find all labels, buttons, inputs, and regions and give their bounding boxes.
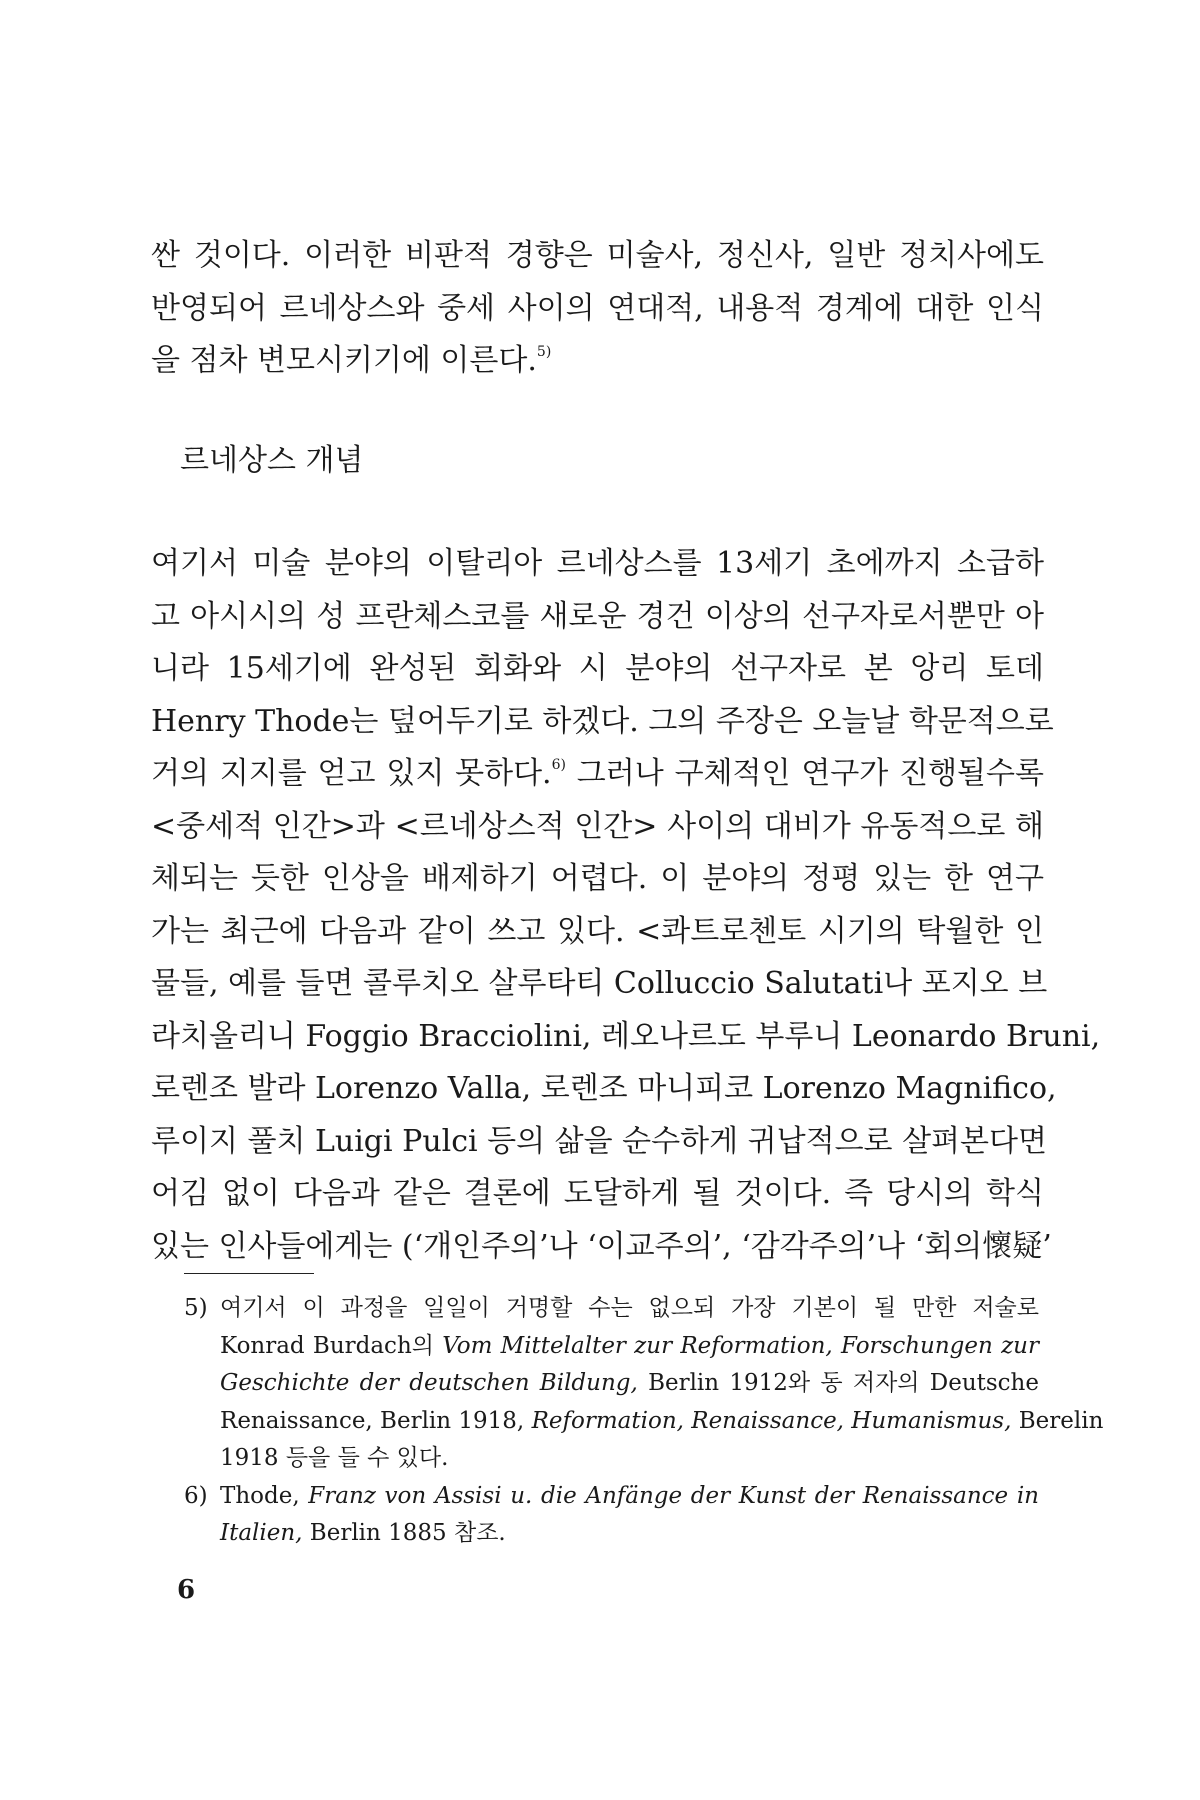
page-number: 6 xyxy=(177,1575,196,1605)
text-line: 고 아시시의 성 프란체스코를 새로운 경건 이상의 선구자로서뿐만 아 xyxy=(151,598,1044,634)
footnote-number: 6) xyxy=(184,1482,208,1509)
section-heading: 르네상스 개념 xyxy=(180,443,364,478)
footnote-line xyxy=(220,1478,1039,1516)
footnote-title-italic: Italien, xyxy=(220,1520,303,1546)
text-line xyxy=(151,335,1044,388)
text-line: 루이지 풀치 Luigi Pulci 등의 삶을 순수하게 귀납적으로 살펴본다면 xyxy=(151,1123,1047,1159)
text-line xyxy=(151,748,1044,801)
footnote-line xyxy=(220,1515,1039,1553)
footnote-ref-5: 5) xyxy=(536,344,552,360)
text-line: 있는 인사들에게는 (‘개인주의’나 ‘이교주의’, ‘감각주의’나 ‘회의懷疑’ xyxy=(151,1228,1052,1264)
text-line-content: 그러나 구체적인 연구가 진행될수록 xyxy=(565,756,1044,791)
text-line: 가는 최근에 다음과 같이 쓰고 있다. <콰트로첸토 시기의 탁월한 인 xyxy=(151,913,1044,949)
text-line: <중세적 인간>과 <르네상스적 인간> 사이의 대비가 유동적으로 해 xyxy=(151,808,1044,844)
footnote-ref-6: 6) xyxy=(551,757,566,773)
footnote-line: 1918 등을 들 수 있다. xyxy=(220,1445,449,1471)
footnote-title-italic: Franz von Assisi u. die Anfänge der Kunst der Renaissance in xyxy=(308,1482,1039,1509)
footnote-text: Konrad Burdach의 xyxy=(220,1332,443,1359)
footnote-text: Berlin 1912와 동 저자의 Deutsche xyxy=(637,1370,1039,1396)
footnote-line xyxy=(220,1328,1039,1366)
footnote-divider xyxy=(184,1273,314,1274)
text-line: 싼 것이다. 이러한 비판적 경향은 미술사, 정신사, 일반 정치사에도 xyxy=(151,238,1044,273)
text-line: 여기서 미술 분야의 이탈리아 르네상스를 13세기 초에까지 소급하 xyxy=(151,546,1044,581)
footnote-text: Renaissance, Berlin 1918, xyxy=(220,1407,532,1434)
footnote-title-italic: Vom Mittelalter zur Reformation, Forschungen zur xyxy=(442,1332,1039,1359)
footnotes xyxy=(184,1290,1104,1553)
footnote-line xyxy=(220,1365,1039,1403)
footnote-line: 여기서 이 과정을 일일이 거명할 수는 없으되 가장 기본이 될 만한 저술로 xyxy=(220,1295,1039,1321)
text-line: 라치올리니 Foggio Bracciolini, 레오나르도 부루니 Leonardo Bruni, xyxy=(151,1018,1101,1054)
footnote-5 xyxy=(184,1290,1104,1478)
text-line: 체되는 듯한 인상을 배제하기 어렵다. 이 분야의 정평 있는 한 연구 xyxy=(151,861,1044,896)
text-line: 어김 없이 다음과 같은 결론에 도달하게 될 것이다. 즉 당시의 학식 xyxy=(151,1176,1044,1211)
text-line: 니라 15세기에 완성된 회화와 시 분야의 선구자로 본 앙리 토데 xyxy=(151,651,1044,686)
footnote-number: 5) xyxy=(184,1295,208,1321)
text-line-content: 거의 지지를 얻고 있지 못하다. xyxy=(151,756,552,791)
footnote-title-italic: Geschichte der deutschen Bildung, xyxy=(220,1370,638,1396)
paragraph-renaissance-concept xyxy=(151,538,1101,1273)
paragraph-continued xyxy=(151,230,1044,388)
text-line: 반영되어 르네상스와 중세 사이의 연대적, 내용적 경계에 대한 인식 xyxy=(151,290,1044,326)
footnote-line xyxy=(220,1403,1104,1441)
text-line: 물들, 예를 들면 콜루치오 살루타티 Colluccio Salutati나 포지오 브 xyxy=(151,966,1048,1001)
text-line: Henry Thode는 덮어두기로 하겠다. 그의 주장은 오늘날 학문적으로 xyxy=(151,703,1054,739)
footnote-title-italic: Reformation, Renaissance, Humanismus, xyxy=(531,1407,1012,1434)
footnote-text: Thode, xyxy=(220,1482,309,1509)
text-line: 로렌조 발라 Lorenzo Valla, 로렌조 마니피코 Lorenzo Magnifico, xyxy=(151,1071,1057,1106)
footnote-text: Berlin 1885 참조. xyxy=(302,1520,506,1546)
footnote-text: Berelin xyxy=(1011,1407,1104,1434)
text-line-content: 을 점차 변모시키기에 이른다. xyxy=(151,343,537,378)
footnote-6 xyxy=(184,1478,1039,1553)
